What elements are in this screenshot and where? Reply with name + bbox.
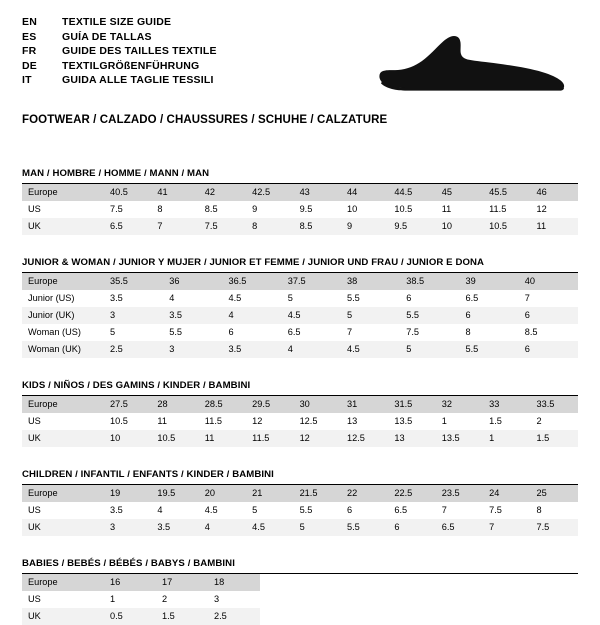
cell: 10.5 [151, 430, 198, 447]
cell: 6 [460, 307, 519, 324]
cell: 5.5 [460, 341, 519, 358]
cell: 1 [110, 594, 116, 604]
cell: 18 [208, 574, 260, 591]
row-label: US [28, 416, 41, 426]
language-row [22, 74, 217, 89]
table-row [22, 201, 578, 218]
cell: 32 [436, 396, 483, 413]
cell: 8 [246, 218, 293, 235]
row-label: Europe [22, 574, 104, 591]
cell: 3.5 [223, 341, 282, 358]
cell: 5 [287, 293, 293, 303]
language-title: TEXTILGRÖßENFÜHRUNG [62, 59, 200, 72]
size-table-children [22, 485, 578, 536]
cell: 7 [347, 327, 353, 337]
table-row [22, 485, 578, 502]
cell: 6 [406, 293, 412, 303]
cell: 1.5 [531, 430, 578, 447]
cell: 3 [104, 519, 151, 536]
cell: 1 [441, 416, 447, 426]
cell: 28.5 [199, 396, 246, 413]
cell: 2.5 [208, 608, 260, 625]
cell: 40 [519, 273, 578, 290]
table-row [22, 574, 260, 591]
cell: 22.5 [388, 485, 435, 502]
language-title-table [22, 16, 217, 89]
cell: 19.5 [151, 485, 198, 502]
cell: 7.5 [199, 218, 246, 235]
cell: 7.5 [406, 327, 420, 337]
cell: 10 [436, 218, 483, 235]
cell: 8 [157, 204, 163, 214]
language-title-body [22, 16, 217, 89]
cell: 45 [436, 184, 483, 201]
cell: 11 [441, 204, 452, 214]
cell: 7 [524, 293, 530, 303]
section-title: MAN / HOMBRE / HOMME / MANN / MAN [22, 168, 578, 184]
row-label: UK [22, 608, 104, 625]
row-label: Europe [22, 273, 104, 290]
section-junior-woman [22, 257, 578, 358]
cell: 5.5 [341, 519, 388, 536]
cell: 36 [163, 273, 222, 290]
row-label: Europe [22, 184, 104, 201]
cell: 5.5 [169, 327, 183, 337]
cell: 8.5 [524, 327, 538, 337]
section-title: BABIES / BEBÉS / BÉBÉS / BABYS / BAMBINI [22, 558, 578, 574]
cell: 4 [223, 307, 282, 324]
dress-shoe-icon [374, 32, 574, 94]
cell: 5.5 [347, 293, 360, 303]
cell: 4.5 [282, 307, 341, 324]
cell: 4.5 [204, 505, 218, 515]
cell: 33 [483, 396, 530, 413]
cell: 30 [294, 396, 341, 413]
cell: 6 [346, 505, 353, 515]
language-code: IT [22, 74, 32, 86]
row-label: US [28, 594, 41, 604]
cell: 5 [400, 341, 459, 358]
cell: 4 [157, 505, 163, 515]
cell: 29.5 [246, 396, 293, 413]
cell: 6.5 [394, 505, 408, 515]
cell: 10 [346, 204, 358, 214]
row-label: Europe [22, 396, 104, 413]
size-table-junior-woman [22, 273, 578, 358]
cell: 13 [346, 416, 358, 426]
row-label: UK [22, 430, 104, 447]
cell: 45.5 [483, 184, 530, 201]
cell: 10.5 [483, 218, 530, 235]
cell: 25 [531, 485, 578, 502]
cell: 12.5 [341, 430, 388, 447]
cell: 42 [199, 184, 246, 201]
cell: 4.5 [246, 519, 293, 536]
cell: 6 [388, 519, 435, 536]
cell: 0.5 [104, 608, 156, 625]
table-row [22, 290, 578, 307]
cell: 38.5 [400, 273, 459, 290]
cell: 43 [294, 184, 341, 201]
cell: 4 [282, 341, 341, 358]
cell: 31 [341, 396, 388, 413]
cell: 7.5 [110, 204, 123, 214]
cell: 9.5 [388, 218, 435, 235]
cell: 21.5 [294, 485, 341, 502]
cell: 6.5 [104, 218, 151, 235]
cell: 37.5 [282, 273, 341, 290]
cell: 1.5 [489, 416, 502, 426]
section-babies [22, 558, 578, 625]
cell: 5 [252, 505, 258, 515]
cell: 31.5 [388, 396, 435, 413]
language-code: EN [22, 16, 37, 28]
cell: 1.5 [156, 608, 208, 625]
size-table-man [22, 184, 578, 235]
section-title: JUNIOR & WOMAN / JUNIOR Y MUJER / JUNIOR ET FEMME / JUNIOR UND FRAU / JUNIOR E DONA [22, 257, 578, 273]
cell: 36.5 [223, 273, 282, 290]
cell: 3 [214, 594, 220, 604]
language-code: ES [22, 30, 37, 43]
cell: 6.5 [465, 293, 479, 303]
cell: 4 [169, 293, 175, 303]
cell: 24 [483, 485, 530, 502]
cell: 22 [341, 485, 388, 502]
cell: 5.5 [400, 307, 459, 324]
cell: 23.5 [436, 485, 483, 502]
cell: 13 [388, 430, 435, 447]
table-row [22, 273, 578, 290]
cell: 3.5 [163, 307, 222, 324]
size-table-body [22, 273, 578, 358]
cell: 2.5 [104, 341, 163, 358]
row-label: Woman (UK) [22, 341, 104, 358]
cell: 38 [341, 273, 400, 290]
language-row [22, 16, 217, 31]
cell: 27.5 [104, 396, 151, 413]
cell: 6.5 [287, 327, 301, 337]
cell: 4 [199, 519, 246, 536]
language-row [22, 45, 217, 60]
row-label: US [28, 505, 41, 515]
cell: 13.5 [394, 416, 413, 426]
size-table-body [22, 184, 578, 235]
cell: 5 [294, 519, 341, 536]
cell: 44.5 [388, 184, 435, 201]
cell: 19 [104, 485, 151, 502]
row-label: US [28, 204, 41, 214]
row-label: UK [22, 519, 104, 536]
cell: 5.5 [299, 505, 313, 515]
language-code: DE [22, 59, 37, 72]
size-table-body [22, 485, 578, 536]
table-row [22, 184, 578, 201]
language-row [22, 31, 217, 46]
cell: 33.5 [531, 396, 578, 413]
cell: 2 [162, 594, 168, 604]
cell: 11 [531, 218, 578, 235]
language-title: TEXTILE SIZE GUIDE [62, 16, 172, 28]
cell: 6.5 [436, 519, 483, 536]
row-label: Junior (US) [28, 293, 75, 303]
cell: 2 [536, 416, 542, 426]
language-title: GUIDE DES TAILLES TEXTILE [62, 45, 217, 57]
cell: 5 [341, 307, 400, 324]
table-row [22, 608, 260, 625]
cell: 5 [110, 327, 116, 337]
cell: 4.5 [228, 293, 242, 303]
cell: 35.5 [104, 273, 163, 290]
cell: 21 [246, 485, 293, 502]
cell: 3.5 [110, 505, 123, 515]
cell: 12 [294, 430, 341, 447]
cell: 10 [104, 430, 151, 447]
table-row [22, 324, 578, 341]
cell: 3 [104, 307, 163, 324]
language-row [22, 60, 217, 75]
language-title: GUÍA DE TALLAS [62, 30, 152, 43]
cell: 6 [519, 341, 578, 358]
cell: 28 [151, 396, 198, 413]
cell: 7 [441, 505, 447, 515]
cell: 44 [341, 184, 388, 201]
cell: 40.5 [104, 184, 151, 201]
cell: 1 [483, 430, 530, 447]
section-children [22, 469, 578, 536]
table-row [22, 519, 578, 536]
cell: 10.5 [394, 204, 413, 214]
cell: 8 [536, 505, 542, 515]
cell: 6 [228, 327, 234, 337]
cell: 20 [199, 485, 246, 502]
table-row [22, 502, 578, 519]
cell: 4.5 [341, 341, 400, 358]
cell: 8.5 [204, 204, 218, 214]
cell: 12.5 [299, 416, 318, 426]
cell: 11.5 [204, 416, 222, 426]
section-title: KIDS / NIÑOS / DES GAMINS / KINDER / BAMBINI [22, 380, 578, 396]
table-row [22, 430, 578, 447]
cell: 9 [252, 204, 258, 214]
cell: 8.5 [294, 218, 341, 235]
cell: 16 [104, 574, 156, 591]
row-label: Junior (UK) [22, 307, 104, 324]
table-row [22, 413, 578, 430]
cell: 9.5 [299, 204, 313, 214]
cell: 10.5 [110, 416, 128, 426]
table-row [22, 396, 578, 413]
cell: 12 [252, 416, 263, 426]
cell: 11.5 [246, 430, 293, 447]
table-row [22, 341, 578, 358]
cell: 7 [483, 519, 530, 536]
table-row [22, 218, 578, 235]
section-man [22, 168, 578, 235]
cell: 3.5 [151, 519, 198, 536]
cell: 11.5 [489, 204, 507, 214]
cell: 7.5 [489, 505, 502, 515]
cell: 3 [163, 341, 222, 358]
page-header [22, 16, 578, 108]
table-row [22, 307, 578, 324]
size-table-body [22, 396, 578, 447]
cell: 13.5 [436, 430, 483, 447]
section-kids [22, 380, 578, 447]
row-label: UK [22, 218, 104, 235]
cell: 39 [460, 273, 519, 290]
section-title: CHILDREN / INFANTIL / ENFANTS / KINDER / BAMBINI [22, 469, 578, 485]
cell: 3.5 [110, 293, 123, 303]
language-code: FR [22, 45, 37, 57]
cell: 17 [156, 574, 208, 591]
row-label: Woman (US) [28, 327, 81, 337]
cell: 6 [519, 307, 578, 324]
page-title: FOOTWEAR / CALZADO / CHAUSSURES / SCHUHE / CALZATURE [22, 114, 388, 126]
cell: 8 [465, 327, 471, 337]
cell: 9 [341, 218, 388, 235]
cell: 12 [536, 204, 547, 214]
cell: 11 [199, 430, 246, 447]
size-table-kids [22, 396, 578, 447]
cell: 46 [531, 184, 578, 201]
cell: 7.5 [531, 519, 578, 536]
language-title: GUIDA ALLE TAGLIE TESSILI [62, 74, 214, 86]
row-label: Europe [22, 485, 104, 502]
cell: 7 [151, 218, 198, 235]
cell: 41 [151, 184, 198, 201]
cell: 11 [157, 416, 167, 426]
cell: 42.5 [246, 184, 293, 201]
